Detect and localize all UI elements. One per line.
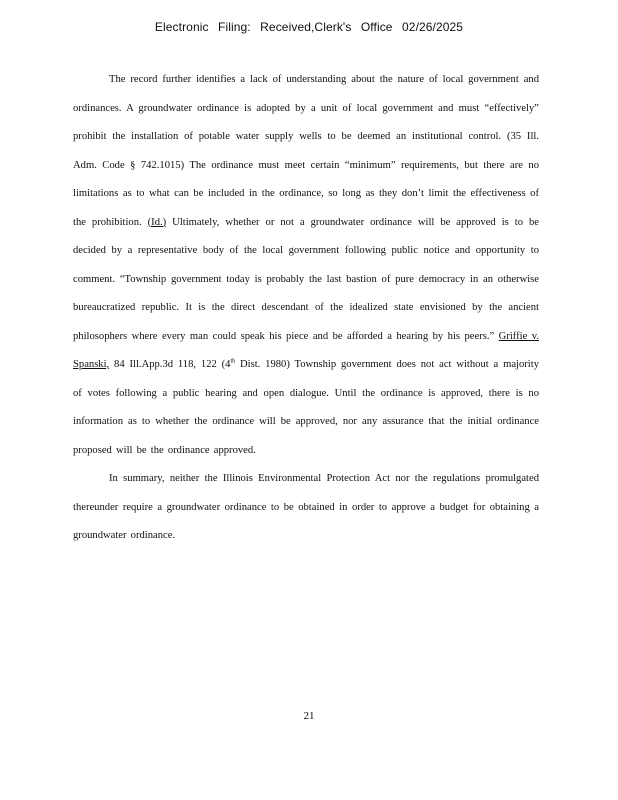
paragraph-text: The record further identifies a lack of understanding about the nature of local government and ordinances. A groundwater ordinance is adopted by a unit of local government and must “effectively” prohibit the installation of potable water supply wells to be deemed an institutional control. (35 Ill. Adm. Code § 742.1015) The ordinance must meet certain “minimum” requirements, but there are no limitations as to what can be included in the ordinance, so long as they don’t limit the effectiveness of the prohibition. [73, 74, 539, 228]
filing-stamp-header: Electronic Filing: Received,Clerk's Office 02/26/2025 [154, 20, 464, 34]
paragraph-record-identifies [73, 66, 539, 465]
paragraph-in-summary: In summary, neither the Illinois Environmental Protection Act nor the regulations promulgated thereunder require a groundwater ordinance to be obtained in order to approve a budget for obtaining a groundwater ordinance. [73, 473, 539, 541]
case-citation: Griffie v. Spanski, [73, 330, 539, 370]
document-body [73, 66, 539, 551]
ordinal-superscript: th [230, 358, 236, 365]
id-citation: (Id.) [147, 216, 167, 228]
paragraph-text: Dist. 1980) Township government does not act without a majority of votes following a public hearing and open dialogue. Until the ordinance is approved, there is no information as to whether the ordinance will be approved, nor any assurance that the initial ordinance proposed will be the ordinance approved. [73, 359, 539, 456]
page-number: 21 [303, 710, 315, 722]
paragraph-text: 84 Ill.App.3d 118, 122 (4 [109, 359, 231, 370]
paragraph-text: Ultimately, whether or not a groundwater ordinance will be approved is to be decided by a representative body of the local government following public notice and opportunity to comment. “Township government today is probably the last bastion of pure democracy in an otherwise bureaucratized republic. It is the direct descendant of the idealized state envisioned by the ancient philosophers where every man could speak his piece and be afforded a hearing by his peers.” [73, 216, 539, 342]
